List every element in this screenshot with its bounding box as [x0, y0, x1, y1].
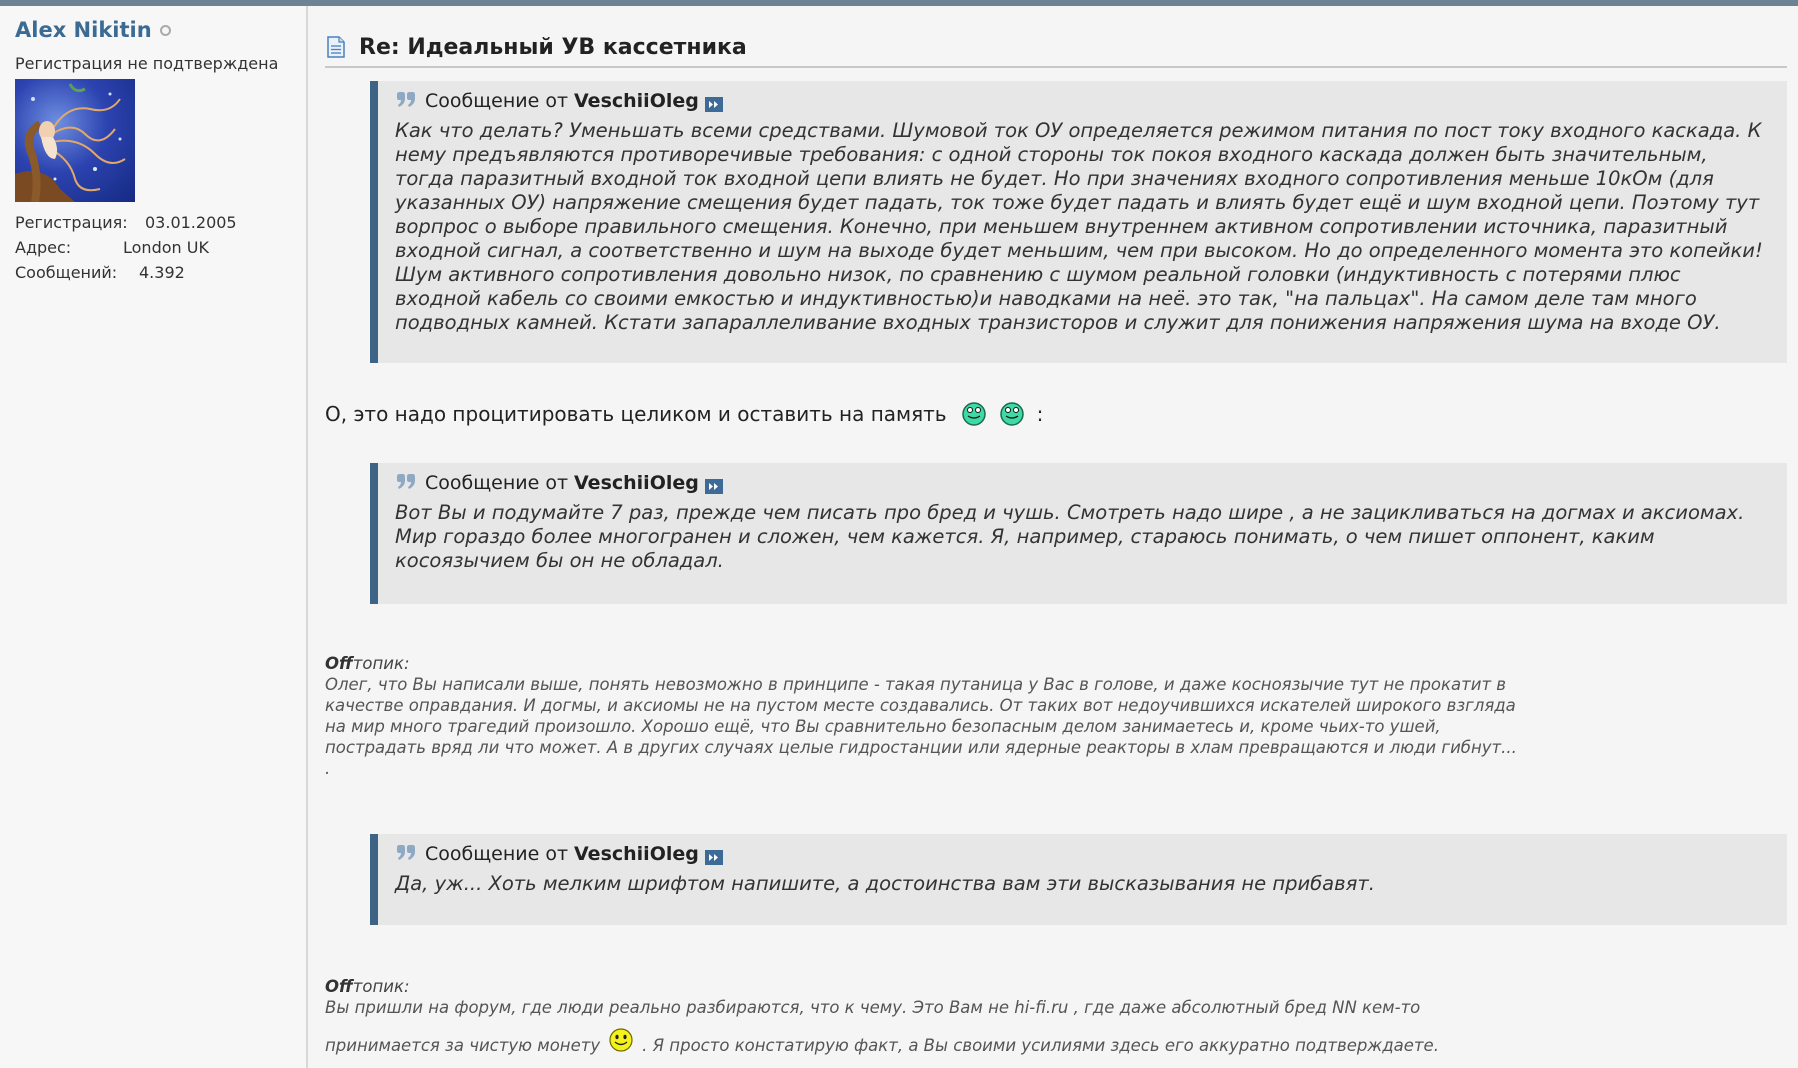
offtopic-block: Offтопик: Олег, что Вы написали выше, понять невозможно в принципе - такая путаница у Вас в голове, и даже косноязычие тут не прокатит в качестве оправдания. И догмы, и аксиомы не на пустом месте создавались. От таких вот недоучившихся искателей широкого взгляда на мир много трагедий произошло. Хорошо ещё, что Вы сравнительно безопасным делом занимаетесь и, кроме чьих-то ушей, пострадать вряд ли что может. А в других случаях целые гидростанции или ядерные реакторы в хлам превращаются и люди гибнут... .	[325, 653, 1545, 779]
reply-text-line: О, это надо процитировать целиком и оставить на память :	[325, 402, 1044, 426]
profile-row-registration: Регистрация: 03.01.2005	[15, 213, 237, 232]
avatar[interactable]	[15, 79, 135, 202]
quote-header: Сообщение от VeschiiOleg	[395, 840, 1769, 868]
offtopic-label: Offтопик:	[325, 977, 410, 996]
green-smiley-icon	[961, 401, 987, 427]
quote-icon	[395, 92, 417, 110]
quote-block	[370, 81, 1787, 363]
yellow-smiley-icon	[608, 1027, 634, 1053]
offline-status-icon	[160, 25, 171, 36]
post-author-sidebar	[0, 6, 308, 1068]
quote-author: VeschiiOleg	[574, 843, 699, 865]
author-name-link[interactable]: Alex Nikitin	[15, 18, 152, 42]
quote-block	[370, 834, 1787, 925]
go-to-post-icon[interactable]	[705, 850, 723, 865]
offtopic-block: Offтопик: Вы пришли на форум, где люди реально разбираются, что к чему. Это Вам не hi-fi.ru , где даже абсолютный бред NN кем-то принимается за чистую монету . Я просто констатирую факт, а Вы своими усилиями здесь его аккуратно подтверждаете.	[325, 976, 1625, 1056]
profile-row-address: Адрес: London UK	[15, 238, 209, 257]
document-icon	[327, 36, 345, 58]
quote-text: Вот Вы и подумайте 7 раз, прежде чем писать про бред и чушь. Смотреть надо шире , а не зацикливаться на догмах и аксиомах. Мир гораздо более многогранен и сложен, чем кажется. Я, например, стараюсь понимать, о чем пишет оппонент, каким косоязычием бы он не обладал.	[395, 501, 1745, 572]
quote-header: Сообщение от VeschiiOleg	[395, 87, 1769, 115]
quote-icon	[395, 845, 417, 863]
quote-author: VeschiiOleg	[574, 90, 699, 112]
post-content	[325, 6, 1787, 1068]
quote-text: Да, уж... Хоть мелким шрифтом напишите, а достоинства вам эти высказывания не прибавят.	[395, 872, 1375, 895]
post-title-bar	[325, 28, 1787, 68]
go-to-post-icon[interactable]	[705, 97, 723, 112]
post-title: Re: Идеальный УВ кассетника	[359, 34, 747, 60]
quote-header: Сообщение от VeschiiOleg	[395, 469, 1769, 497]
quote-icon	[395, 474, 417, 492]
offtopic-label: Offтопик:	[325, 654, 410, 673]
user-title: Регистрация не подтверждена	[15, 54, 279, 73]
profile-row-posts: Сообщений: 4.392	[15, 263, 185, 282]
quote-author: VeschiiOleg	[574, 472, 699, 494]
green-smiley-icon	[999, 401, 1025, 427]
profile-details	[15, 210, 306, 285]
quote-block	[370, 463, 1787, 604]
quote-text: Как что делать? Уменьшать всеми средствами. Шумовой ток ОУ определяется режимом питания по пост току входного каскада. К нему предъявляются противоречивые требования: с одной стороны ток покоя входного каскада должен быть значительным, тогда паразитный входной ток входной цепи влиять не будет. Но при значениях входного сопротивления меньше 10кОм (для указанных ОУ) напряжение смещения будет падать, ток тоже будет падать и влиять будет ещё и шум входной цепи. Поэтому тут ворпрос о выборе правильного смещения. Конечно, при меньшем внутреннем активном сопротивлении источника, паразитный входной сигнал, а соответственно и шум на выходе будет меньшим, чем при высоком. Но до определенного момента это копейки! Шум активного сопротивления довольно низок, по сравнению с шумом реальной головки (индуктивность с потерями плюс входной кабель со своими емкостью и индуктивностью)и наводками на неё. это так, "на пальцах". На самом деле там много подводных камней. Кстати запараллеливание входных транзисторов и служит для понижения напряжения шума на входе ОУ.	[395, 119, 1763, 334]
go-to-post-icon[interactable]	[705, 479, 723, 494]
